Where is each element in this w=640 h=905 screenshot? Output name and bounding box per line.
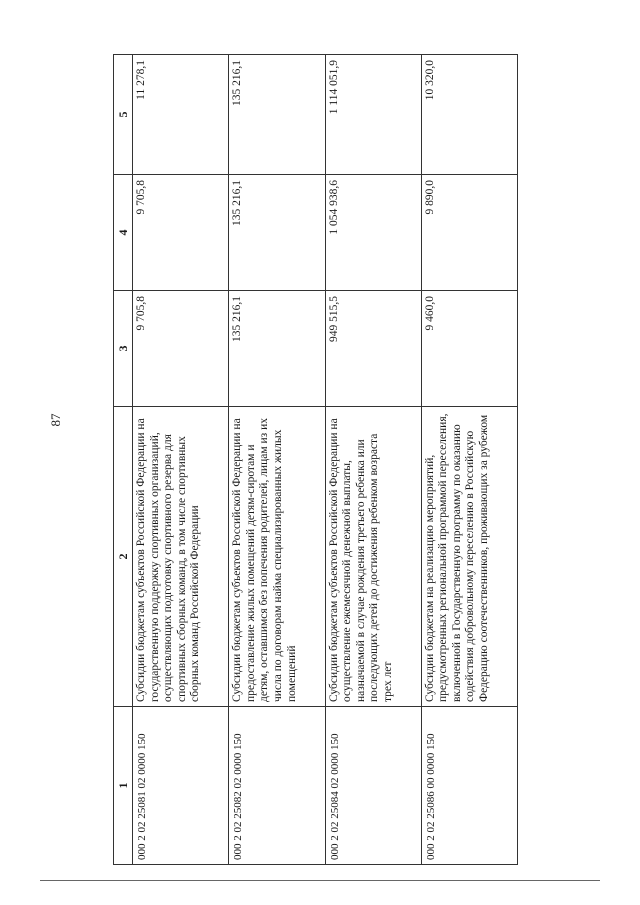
- value-col4: 135 216,1: [229, 175, 325, 291]
- value-col5: 11 278,1: [133, 55, 229, 175]
- table-row: [325, 55, 421, 865]
- value-col3: 9 705,8: [133, 291, 229, 407]
- budget-description: Субсидии бюджетам субъектов Российской Федерации на осуществление ежемесячной денежной выплаты, назначаемой в случае рождения третьего ребенка или последующих детей до достижения ребенком возраста трех лет: [325, 407, 421, 707]
- column-header-3: 3: [114, 291, 133, 407]
- value-col5: 135 216,1: [229, 55, 325, 175]
- value-col3: 9 460,0: [421, 291, 517, 407]
- budget-description: Субсидии бюджетам субъектов Российской Федерации на предоставление жилых помещений детям-сиротам и детям, оставшимся без попечения родителей, лицам из их числа по договорам найма специализированных жилых помещений: [229, 407, 325, 707]
- table-row: [421, 55, 517, 865]
- value-col5: 1 114 051,9: [325, 55, 421, 175]
- table-row: [133, 55, 229, 865]
- budget-description: Субсидии бюджетам субъектов Российской Федерации на государственную поддержку спортивных организаций, осуществляющих подготовку спортивного резерва для спортивных сборных команд, в том числе спортивных сборных команд Российской Федерации: [133, 407, 229, 707]
- value-col4: 9 705,8: [133, 175, 229, 291]
- value-col5: 10 320,0: [421, 55, 517, 175]
- column-header-4: 4: [114, 175, 133, 291]
- value-col3: 949 515,5: [325, 291, 421, 407]
- table-header-row: [114, 55, 133, 865]
- page-number: 87: [48, 413, 63, 427]
- bottom-rule: [40, 880, 600, 881]
- budget-description: Субсидии бюджетам на реализацию мероприятий, предусмотренных региональной программой переселения, включенной в Государственную программу по оказанию содействия добровольному переселению в Российскую Федерацию соотечественников, проживающих за рубежом: [421, 407, 517, 707]
- budget-code: 000 2 02 25081 02 0000 150: [133, 707, 229, 865]
- column-header-1: 1: [114, 707, 133, 865]
- value-col4: 1 054 938,6: [325, 175, 421, 291]
- budget-code: 000 2 02 25086 00 0000 150: [421, 707, 517, 865]
- rotated-table-container: [113, 55, 518, 865]
- value-col3: 135 216,1: [229, 291, 325, 407]
- budget-code: 000 2 02 25084 02 0000 150: [325, 707, 421, 865]
- column-header-5: 5: [114, 55, 133, 175]
- table-row: [229, 55, 325, 865]
- column-header-2: 2: [114, 407, 133, 707]
- budget-code: 000 2 02 25082 02 0000 150: [229, 707, 325, 865]
- budget-table: [113, 54, 518, 865]
- value-col4: 9 890,0: [421, 175, 517, 291]
